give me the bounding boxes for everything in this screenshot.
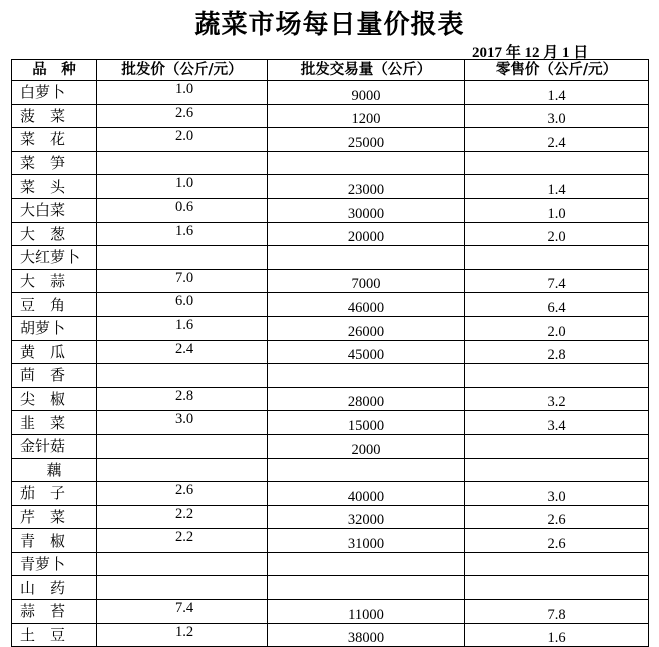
- header-row: [12, 60, 649, 81]
- wholesale-volume-cell: 38000: [268, 623, 465, 647]
- table-row: [12, 482, 649, 506]
- retail-price-cell: 2.6: [465, 529, 649, 553]
- table-row: [12, 198, 649, 222]
- table-row: [12, 576, 649, 600]
- retail-price-cell: 2.0: [465, 316, 649, 340]
- variety-cell: 菜 头: [12, 175, 97, 199]
- wholesale-price-cell: 1.0: [97, 175, 268, 199]
- wholesale-volume-cell: 11000: [268, 600, 465, 624]
- header-retail-price: 零售价（公斤/元）: [465, 60, 649, 81]
- wholesale-volume-cell: 32000: [268, 505, 465, 529]
- wholesale-price-cell: 1.0: [97, 81, 268, 105]
- table-row: [12, 340, 649, 364]
- table-row: [12, 600, 649, 624]
- report-title: 蔬菜市场每日量价报表: [194, 10, 465, 40]
- wholesale-volume-cell: 46000: [268, 293, 465, 317]
- table-row: [12, 505, 649, 529]
- retail-price-cell: 2.0: [465, 222, 649, 246]
- wholesale-volume-cell: 15000: [268, 411, 465, 435]
- table-row: [12, 387, 649, 411]
- wholesale-volume-cell: [268, 552, 465, 576]
- wholesale-price-cell: [97, 434, 268, 458]
- variety-cell: 金针菇: [12, 434, 97, 458]
- wholesale-price-cell: 2.2: [97, 505, 268, 529]
- wholesale-price-cell: [97, 151, 268, 175]
- wholesale-price-cell: 3.0: [97, 411, 268, 435]
- wholesale-volume-cell: 7000: [268, 269, 465, 293]
- variety-cell: 菜 笋: [12, 151, 97, 175]
- wholesale-price-cell: [97, 576, 268, 600]
- retail-price-cell: [465, 576, 649, 600]
- retail-price-cell: 3.0: [465, 104, 649, 128]
- retail-price-cell: 3.4: [465, 411, 649, 435]
- wholesale-price-cell: 2.2: [97, 529, 268, 553]
- wholesale-volume-cell: [268, 458, 465, 482]
- variety-cell: 菜 花: [12, 128, 97, 152]
- wholesale-volume-cell: 2000: [268, 434, 465, 458]
- table-row: [12, 222, 649, 246]
- wholesale-volume-cell: [268, 151, 465, 175]
- wholesale-price-cell: [97, 552, 268, 576]
- table-row: [12, 434, 649, 458]
- table-row: [12, 104, 649, 128]
- wholesale-volume-cell: [268, 364, 465, 388]
- retail-price-cell: 3.0: [465, 482, 649, 506]
- variety-cell: 芹 菜: [12, 505, 97, 529]
- variety-cell: 土 豆: [12, 623, 97, 647]
- retail-price-cell: 1.6: [465, 623, 649, 647]
- variety-cell: 尖 椒: [12, 387, 97, 411]
- wholesale-volume-cell: 31000: [268, 529, 465, 553]
- header-variety: 品 种: [12, 60, 97, 81]
- header-wholesale-volume: 批发交易量（公斤）: [268, 60, 465, 81]
- wholesale-price-cell: 7.4: [97, 600, 268, 624]
- wholesale-price-cell: 1.6: [97, 222, 268, 246]
- wholesale-volume-cell: 9000: [268, 81, 465, 105]
- variety-cell: 山 药: [12, 576, 97, 600]
- table-row: [12, 81, 649, 105]
- table-row: [12, 175, 649, 199]
- wholesale-price-cell: [97, 364, 268, 388]
- table-row: [12, 364, 649, 388]
- retail-price-cell: 2.4: [465, 128, 649, 152]
- variety-cell: 青萝卜: [12, 552, 97, 576]
- retail-price-cell: 1.0: [465, 198, 649, 222]
- retail-price-cell: 7.8: [465, 600, 649, 624]
- table-row: [12, 293, 649, 317]
- wholesale-volume-cell: [268, 576, 465, 600]
- table-row: [12, 246, 649, 270]
- retail-price-cell: 7.4: [465, 269, 649, 293]
- wholesale-price-cell: 7.0: [97, 269, 268, 293]
- retail-price-cell: 1.4: [465, 175, 649, 199]
- variety-cell: 韭 菜: [12, 411, 97, 435]
- wholesale-price-cell: 2.4: [97, 340, 268, 364]
- wholesale-price-cell: 1.2: [97, 623, 268, 647]
- variety-cell: 白萝卜: [12, 81, 97, 105]
- table-row: [12, 151, 649, 175]
- wholesale-price-cell: [97, 458, 268, 482]
- variety-cell: 蒜 苔: [12, 600, 97, 624]
- table-row: [12, 411, 649, 435]
- report-date: 2017 年 12 月 1 日: [472, 45, 589, 61]
- table-row: [12, 529, 649, 553]
- variety-cell: 豆 角: [12, 293, 97, 317]
- variety-cell: 藕: [12, 458, 97, 482]
- wholesale-price-cell: 2.6: [97, 104, 268, 128]
- retail-price-cell: [465, 364, 649, 388]
- retail-price-cell: [465, 151, 649, 175]
- variety-cell: 菠 菜: [12, 104, 97, 128]
- wholesale-price-cell: 0.6: [97, 198, 268, 222]
- table-row: [12, 552, 649, 576]
- table-row: [12, 128, 649, 152]
- retail-price-cell: 6.4: [465, 293, 649, 317]
- wholesale-price-cell: [97, 246, 268, 270]
- wholesale-volume-cell: 20000: [268, 222, 465, 246]
- retail-price-cell: 1.4: [465, 81, 649, 105]
- variety-cell: 大红萝卜: [12, 246, 97, 270]
- wholesale-volume-cell: 30000: [268, 198, 465, 222]
- wholesale-volume-cell: 1200: [268, 104, 465, 128]
- wholesale-volume-cell: 28000: [268, 387, 465, 411]
- retail-price-cell: [465, 246, 649, 270]
- variety-cell: 大白菜: [12, 198, 97, 222]
- variety-cell: 黄 瓜: [12, 340, 97, 364]
- variety-cell: 青 椒: [12, 529, 97, 553]
- table-row: [12, 458, 649, 482]
- retail-price-cell: [465, 458, 649, 482]
- wholesale-price-cell: 2.0: [97, 128, 268, 152]
- variety-cell: 茴 香: [12, 364, 97, 388]
- wholesale-volume-cell: 45000: [268, 340, 465, 364]
- retail-price-cell: [465, 552, 649, 576]
- price-table: [11, 59, 649, 647]
- wholesale-price-cell: 2.6: [97, 482, 268, 506]
- wholesale-volume-cell: [268, 246, 465, 270]
- table-row: [12, 269, 649, 293]
- variety-cell: 大 蒜: [12, 269, 97, 293]
- header-wholesale-price: 批发价（公斤/元）: [97, 60, 268, 81]
- retail-price-cell: 2.8: [465, 340, 649, 364]
- wholesale-volume-cell: 23000: [268, 175, 465, 199]
- table-body: [12, 81, 649, 647]
- variety-cell: 茄 子: [12, 482, 97, 506]
- retail-price-cell: 2.6: [465, 505, 649, 529]
- variety-cell: 胡萝卜: [12, 316, 97, 340]
- wholesale-volume-cell: 40000: [268, 482, 465, 506]
- wholesale-volume-cell: 25000: [268, 128, 465, 152]
- retail-price-cell: [465, 434, 649, 458]
- retail-price-cell: 3.2: [465, 387, 649, 411]
- table-row: [12, 316, 649, 340]
- wholesale-price-cell: 6.0: [97, 293, 268, 317]
- variety-cell: 大 葱: [12, 222, 97, 246]
- wholesale-volume-cell: 26000: [268, 316, 465, 340]
- wholesale-price-cell: 1.6: [97, 316, 268, 340]
- wholesale-price-cell: 2.8: [97, 387, 268, 411]
